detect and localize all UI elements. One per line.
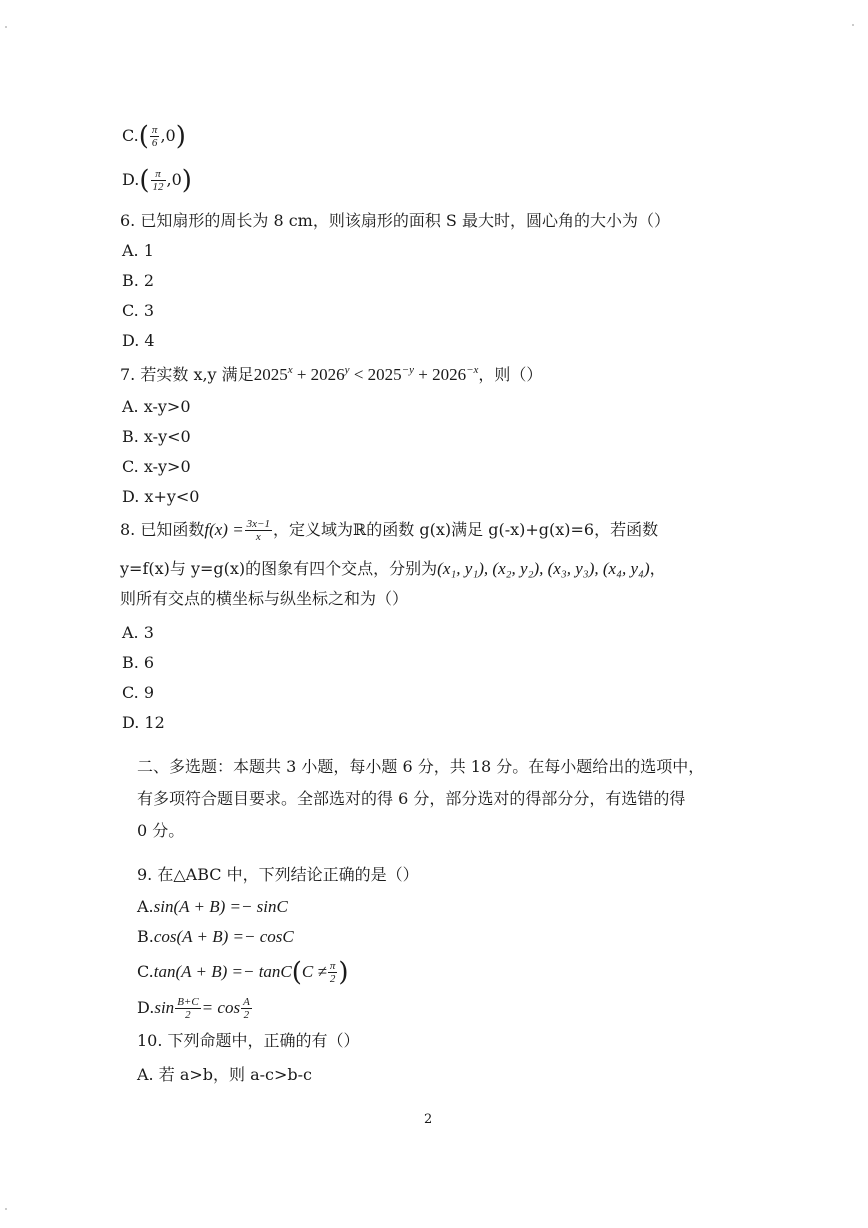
q8-stem-line2: y=f(x)与 y=g(x)的图象有四个交点，分别为(x₁, y₁), (x₂, y₂), (x₃, y₃), (x₄, y₄)，	[120, 559, 666, 578]
q6-option-c: C. 3	[122, 301, 155, 320]
q9-option-b: B.cos(A + B) =− cosC	[137, 927, 294, 946]
q7-option-a: A. x-y>0	[122, 397, 191, 416]
section2-line2: 有多项符合题目要求。全部选对的得 6 分，部分选对的得部分分，有选错的得	[137, 789, 686, 808]
q5-option-c: C.( $\frac{\pi}{6}$ ,0)	[122, 121, 186, 152]
q9-option-c: C.tan(A + B) =− tanC(C ≠ $\frac{\pi}{2}$ )	[137, 957, 349, 988]
q7-inequality: $2025^x + 2026^y < 2025^{-y} + 2026^{-x}$	[253, 364, 479, 384]
fraction: $\frac{3x-1}{x}$	[246, 518, 270, 543]
option-tail: ,0	[166, 170, 182, 189]
option-tail: ,0	[160, 126, 176, 145]
q7-option-c: C. x-y>0	[122, 457, 191, 476]
section2-heading: 二、多选题：本题共 3 小题，每小题 6 分，共 18 分。在每小题给出的选项中，	[137, 757, 705, 776]
option-label: D.	[122, 170, 140, 189]
q7-stem: 7. 若实数 x,y 满足$2025^x + 2026^y < 2025^{-y} + 2026^{-x}$，则（）	[120, 364, 543, 384]
fraction: $\frac{\pi}{12}$	[152, 168, 164, 193]
q8-function: f(x) =	[204, 520, 244, 539]
q9-option-d: D.sin $\frac{B+C}{2}$ = cos $\frac{A}{2}$	[137, 996, 250, 1021]
q8-option-d: D. 12	[122, 713, 165, 732]
q6-stem: 6. 已知扇形的周长为 8 cm，则该扇形的面积 S 最大时，圆心角的大小为（）	[120, 211, 670, 230]
q9-stem: 9. 在△ABC 中，下列结论正确的是（）	[137, 865, 419, 884]
q8-option-c: C. 9	[122, 683, 155, 702]
fraction: $\frac{A}{2}$	[243, 996, 250, 1021]
scan-speck	[852, 24, 854, 26]
q8-stem-line1: 8. 已知函数f(x) = $\frac{3x-1}{x}$ ，定义域为ℝ的函数 g(x)满足 g(-x)+g(x)=6，若函数	[120, 518, 659, 543]
option-label: C.	[122, 126, 139, 145]
q7-option-b: B. x-y<0	[122, 427, 191, 446]
q9-option-a: A.sin(A + B) =− sinC	[137, 897, 288, 916]
q8-stem-line3: 则所有交点的横坐标与纵坐标之和为（）	[120, 589, 409, 608]
q10-stem: 10. 下列命题中，正确的有（）	[137, 1031, 360, 1050]
fraction: $\frac{\pi}{2}$	[329, 960, 336, 985]
section2-line3: 0 分。	[137, 821, 185, 840]
scan-speck	[5, 26, 7, 28]
q6-option-a: A. 1	[122, 241, 154, 260]
q6-option-b: B. 2	[122, 271, 155, 290]
q10-option-a: A. 若 a>b，则 a-c>b-c	[137, 1065, 313, 1084]
fraction: $\frac{B+C}{2}$	[177, 996, 199, 1021]
scan-speck	[5, 1208, 7, 1210]
q8-intersection-points: (x₁, y₁), (x₂, y₂), (x₃, y₃), (x₄, y₄)	[437, 559, 650, 578]
q8-option-a: A. 3	[122, 623, 154, 642]
page-number: 2	[424, 1112, 433, 1127]
q5-option-d: D.( $\frac{\pi}{12}$ ,0)	[122, 165, 192, 196]
q7-option-d: D. x+y<0	[122, 487, 200, 506]
q6-option-d: D. 4	[122, 331, 155, 350]
q8-option-b: B. 6	[122, 653, 155, 672]
fraction: $\frac{\pi}{6}$	[151, 124, 158, 149]
